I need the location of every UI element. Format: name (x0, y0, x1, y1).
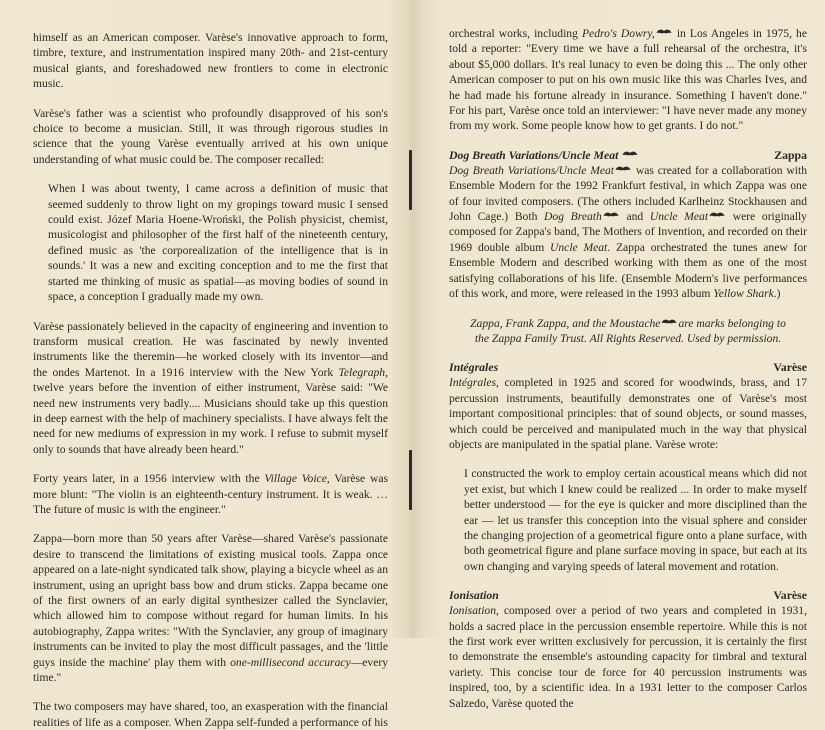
paragraph (33, 319, 388, 458)
moustache-icon (615, 165, 631, 175)
italic-text: Telegraph (338, 365, 386, 379)
section-composer: Zappa (774, 147, 807, 162)
text-run: Forty years later, in a 1956 interview with the (33, 472, 265, 486)
credit-text: are marks belonging to the Zappa Family Trust. All Rights Reserved. Used by permission. (474, 316, 786, 345)
paragraph (449, 26, 807, 134)
paragraph (33, 471, 388, 517)
section-composer: Varèse (773, 360, 807, 375)
credit-text: Zappa, Frank Zappa, and the Moustache (470, 316, 661, 330)
italic-text: Village Voice (264, 472, 327, 486)
text-run: , Varèse was more blunt: "The violin is an eighteenth-century instrument. It is weak. … The future of music is with the engineer." (33, 472, 388, 516)
block-quote: I constructed the work to employ certain acoustical means which did not yet exist, but which I knew could be realized ... In order to make myself better understood — for the eye is quicker and more disciplined than the ear — let us transfer this conception into the visual sphere and consider the changing projection of a geometrical figure onto a plane surface, with both geometrical figure and plane surface moving in space, but each at its own changing and varying speeds of lateral movement and rotation. (464, 467, 807, 573)
italic-text: Ionisation (449, 604, 497, 618)
text-run: . Zappa orchestrated the tunes anew for Ensemble Modern and described working with them as one of the most satisfying collaborations of his life. (Ensemble Modern's live performances of this work, and more, were released in the 1993 album (449, 240, 808, 301)
italic-text: one-millisecond accuracy (230, 655, 351, 669)
paragraph (33, 531, 388, 685)
left-page (0, 0, 412, 729)
text-run: were originally composed for Zappa's band, The Mothers of Invention, and recorded on their 1969 double album (449, 210, 807, 254)
section-header (449, 148, 807, 163)
trademark-credit (463, 316, 793, 347)
text-run: Zappa—born more than 50 years after Varèse—shared Varèse's passionate desire to transcend the limitations of existing musical tools. Zappa once appeared on a late-night syndicated talk show, playing a bicycle wheel as an instrument, using an upright bass bow and drum sticks. Zappa became one of the first owners of an early digital synthesizer called the Synclavier, which allowed him to compose without regard for human limits. In his autobiography, Zappa writes: "With the Synclavier, any group of imaginary instruments can be invited to play the most difficult passages, and the 'little guys inside the machine' play them with (33, 532, 388, 669)
section-header (449, 588, 807, 603)
paragraph (449, 375, 807, 452)
text-run: and (619, 210, 650, 224)
section-title: Intégrales (449, 360, 499, 375)
italic-text: Uncle Meat (550, 240, 608, 254)
block-quote: When I was about twenty, I came across a definition of music that seemed suddenly to throw light on my gropings toward music I sensed could exist. Józef Maria Hoene-Wroński, the Polish physicist, chemist, musicologist and philosopher of the first half of the nineteenth century, defined music as 'the corporealization of the intelligence that is in sounds.' It was a new and exciting conception and to me the first that started me thinking of music as spatial—as moving bodies of sound in space, a conception I gradually made my own. (48, 182, 388, 304)
italic-text: Pedro's Dowry, (581, 27, 655, 40)
moustache-icon (661, 318, 677, 328)
moustache-icon (709, 211, 725, 221)
italic-text: Intégrales (449, 376, 497, 390)
text-run: —every time." (33, 655, 389, 685)
text-run: , composed over a period of two years and completed in 1931, holds a sacred place in the percussion ensemble repertoire. While this is not the first work ever written exclusively for percussion, it is certainly the first to demonstrate the ensemble's astounding capacity for timbral and textural variety. This concise tour de force for 40 percussion instruments was inspired, too, by a scientific idea. In a 1931 letter to the composer Carlos Salzedo, Varèse quoted the (449, 604, 807, 710)
text-run: in Los Angeles in 1975, he told a reporter: "Every time we have a full rehearsal of the orchestra, it's about $5,000 dollars. It's real lunacy to even be doing this ... The only other American composer to put on his own music like this was Charles Ives, and he had made his fortune already in insurance. Something I haven't done." For his part, Varèse once told an interviewer: "I have never made any money from my work. Some people know how to get grants. I do not." (449, 27, 808, 133)
section-header (449, 360, 807, 375)
section-title (449, 148, 639, 163)
text-run: orchestral works, including (449, 27, 582, 40)
paragraph: The two composers may have shared, too, an exasperation with the financial realities of life as a composer. When Zappa self-funded a performance of his (33, 700, 388, 729)
italic-text: Dog Breath (544, 210, 602, 224)
moustache-icon (656, 28, 672, 38)
text-run: , twelve years before the invention of either instrument, Varèse said: "We need new instruments very badly.... Musicians should take up this question in deep earnest with the help of machinery specialists. I have always felt the need for new mediums of expression in my work. I refuse to submit myself only to sounds that have already been heard." (33, 365, 388, 456)
italic-text: Uncle Meat (649, 210, 709, 224)
paragraph: Varèse's father was a scientist who profoundly disapproved of his son's choice to become a musician. Still, it was through rigorous studies in science that the young Varèse eventually arrived at his own unique understanding of what music could be. The composer recalled: (33, 106, 388, 166)
section-title: Ionisation (449, 588, 499, 603)
paragraph (449, 163, 807, 302)
binding-mark (409, 450, 412, 510)
section-composer: Varèse (773, 588, 807, 603)
text-run: was created for a collaboration with Ensemble Modern for the 1992 Frankfurt festival, in which Zappa was one of four invited composers. (The others included Karlheinz Stockhausen and John Cage.) Both (449, 163, 807, 224)
italic-text: Yellow Shark (713, 287, 774, 301)
section-title-text: Dog Breath Variations/Uncle Meat (449, 147, 619, 162)
italic-text: Dog Breath Variations/Uncle Meat (449, 163, 615, 177)
moustache-icon (622, 150, 638, 160)
moustache-icon (603, 211, 619, 221)
paragraph: himself as an American composer. Varèse's innovative approach to form, timbre, texture, and instrumentation inspired many 20th- and 21st-century musical giants, and foreshadowed new frontiers to come in electronic music. (33, 31, 388, 91)
text-run: Varèse passionately believed in the capacity of engineering and invention to transform musical creation. He was fascinated by newly invented instruments like the theremin—he worked closely with its inventor—and the ondes Martenot. In a 1916 interview with the New York (33, 319, 388, 379)
right-page (413, 0, 825, 710)
binding-mark (409, 150, 412, 210)
paragraph (449, 603, 807, 711)
text-run: .) (773, 287, 781, 301)
text-run: , completed in 1925 and scored for woodwinds, brass, and 17 percussion instruments, beautifully demonstrates one of Varèse's most important compositional principles: that of sound objects, or sound masses, which could be perceived and manipulated much in the way that physical objects are manipulated in the spatial plane. Varèse wrote: (449, 376, 807, 451)
